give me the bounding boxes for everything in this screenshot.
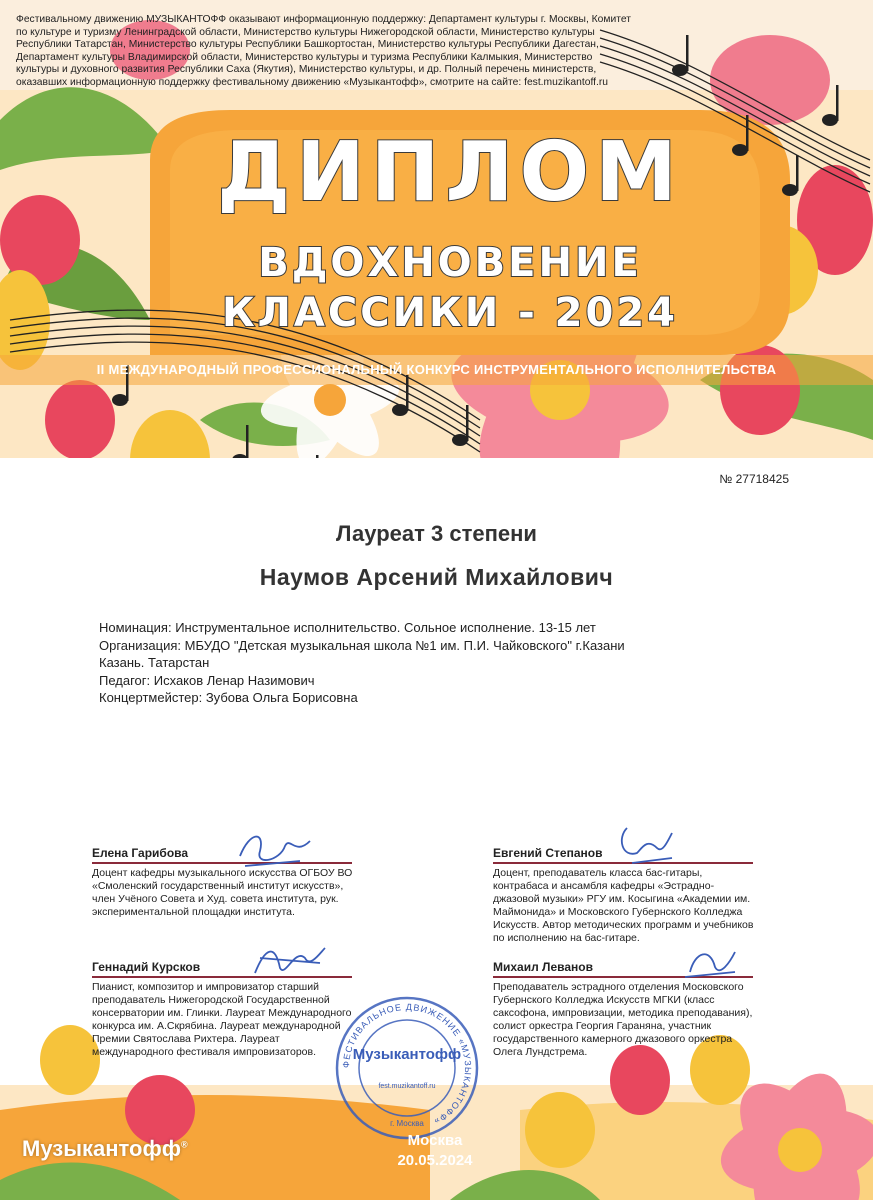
organization-stamp (332, 993, 482, 1143)
jury-name: Михаил Леванов (493, 960, 593, 974)
jury-name: Евгений Степанов (493, 846, 603, 860)
stamp-ring-text: ФЕСТИВАЛЬНОЕ ДВИЖЕНИЕ «МУЗЫКАНТОФФ» (340, 1001, 474, 1128)
support-text: Фестивальному движению МУЗЫКАНТОФФ оказывают информационную поддержку: Департамент культуры г. Москвы, Комитет по культуре и туризму Ленинградской области, Министерство культуры Нижегородской области, Министерство культуры Республики Татарстан, Министерство культуры Республики Башкортостан, Министерство культуры Республики Дагестан, Департамент культуры Владимирской области, Министерство культуры и туризма Республики Калмыкия, Министерство культуры и духовного развития Республики Саха (Якутия), Министерство культуры, и др. Полный перечень министерств, оказавших информационную поддержку фестивальному движению «Музыкантофф», смотрите на сайте: fest.muzikantoff.ru (16, 14, 631, 88)
stamp-site: fest.muzikantoff.ru (378, 1083, 436, 1090)
organization-line: Организация: МБУДО "Детская музыкальная школа №1 им. П.И. Чайковского" г.Казани (99, 637, 625, 653)
issue-city: Москва (407, 1132, 463, 1149)
competition-title-line2: КЛАССИКИ - 2024 (221, 290, 678, 336)
brand-text: Музыкантофф (22, 1136, 181, 1161)
issue-date: 20.05.2024 (397, 1152, 473, 1169)
recipient-name: Наумов Арсений Михайлович (259, 564, 614, 590)
registered-mark: ® (180, 1139, 188, 1150)
location-line: Казань. Татарстан (99, 655, 210, 670)
contest-name: II МЕЖДУНАРОДНЫЙ ПРОФЕССИОНАЛЬНЫЙ КОНКУРС ИНСТРУМЕНТАЛЬНОГО ИСПОЛНИТЕЛЬСТВА (96, 362, 777, 377)
signature-garibova (230, 826, 320, 876)
jury-member (92, 846, 362, 919)
accompanist-line: Концертмейстер: Зубова Ольга Борисовна (99, 690, 358, 705)
jury-name: Елена Гарибова (92, 846, 189, 860)
jury-description: Доцент, преподаватель класса бас-гитары, контрабаса и ансамбля кафедры «Эстрадно-джазовой музыки» РГУ им. Косыгина «Академии им. Маймонида» и Московского Губернского Колледжа Искусств. Автор методических программ и учебников по исполнению на бас-гитаре. (493, 867, 754, 944)
stamp-brand: Музыкантофф (352, 1046, 462, 1063)
jury-description: Пианист, композитор и импровизатор старший преподаватель Нижегородской Государственной консерватории им. Глинки. Лауреат Международного конкурса им. А.Скрябина. Лауреат международной Премии Святослава Рихтера. Лауреат международного фестиваля импровизаторов. (92, 981, 352, 1058)
signature-levanov (680, 942, 740, 982)
signature-stepanov (612, 818, 682, 868)
nomination-line: Номинация: Инструментальное исполнительство. Сольное исполнение. 13-15 лет (99, 620, 596, 635)
award-details (99, 619, 625, 707)
jury-name: Геннадий Курсков (92, 960, 201, 974)
jury-description: Доцент кафедры музыкального искусства ОГБОУ ВО «Смоленский государственный институт искусств», член Учёного Совета и Худ. совета института, рук. экспериментальной площадки института. (92, 867, 353, 918)
signature-kurskov (250, 938, 330, 983)
diploma-number: № 27718425 (719, 472, 789, 486)
diploma-title: ДИПЛОМ (217, 125, 683, 220)
award-degree: Лауреат 3 степени (336, 521, 537, 546)
brand-logo (22, 1136, 188, 1162)
teacher-line: Педагог: Исхаков Ленар Назимович (99, 672, 315, 688)
jury-description: Преподаватель эстрадного отделения Московского Губернского Колледжа Искусств МГКИ (класс саксофона, импровизации, методика преподавания), солист оркестра Георгия Гараняна, участник государственного камерного джазового оркестра Олега Лундстрема. (493, 981, 753, 1058)
competition-title-line1: ВДОХНОВЕНИЕ (258, 240, 642, 286)
stamp-city: г. Москва (390, 1119, 424, 1128)
